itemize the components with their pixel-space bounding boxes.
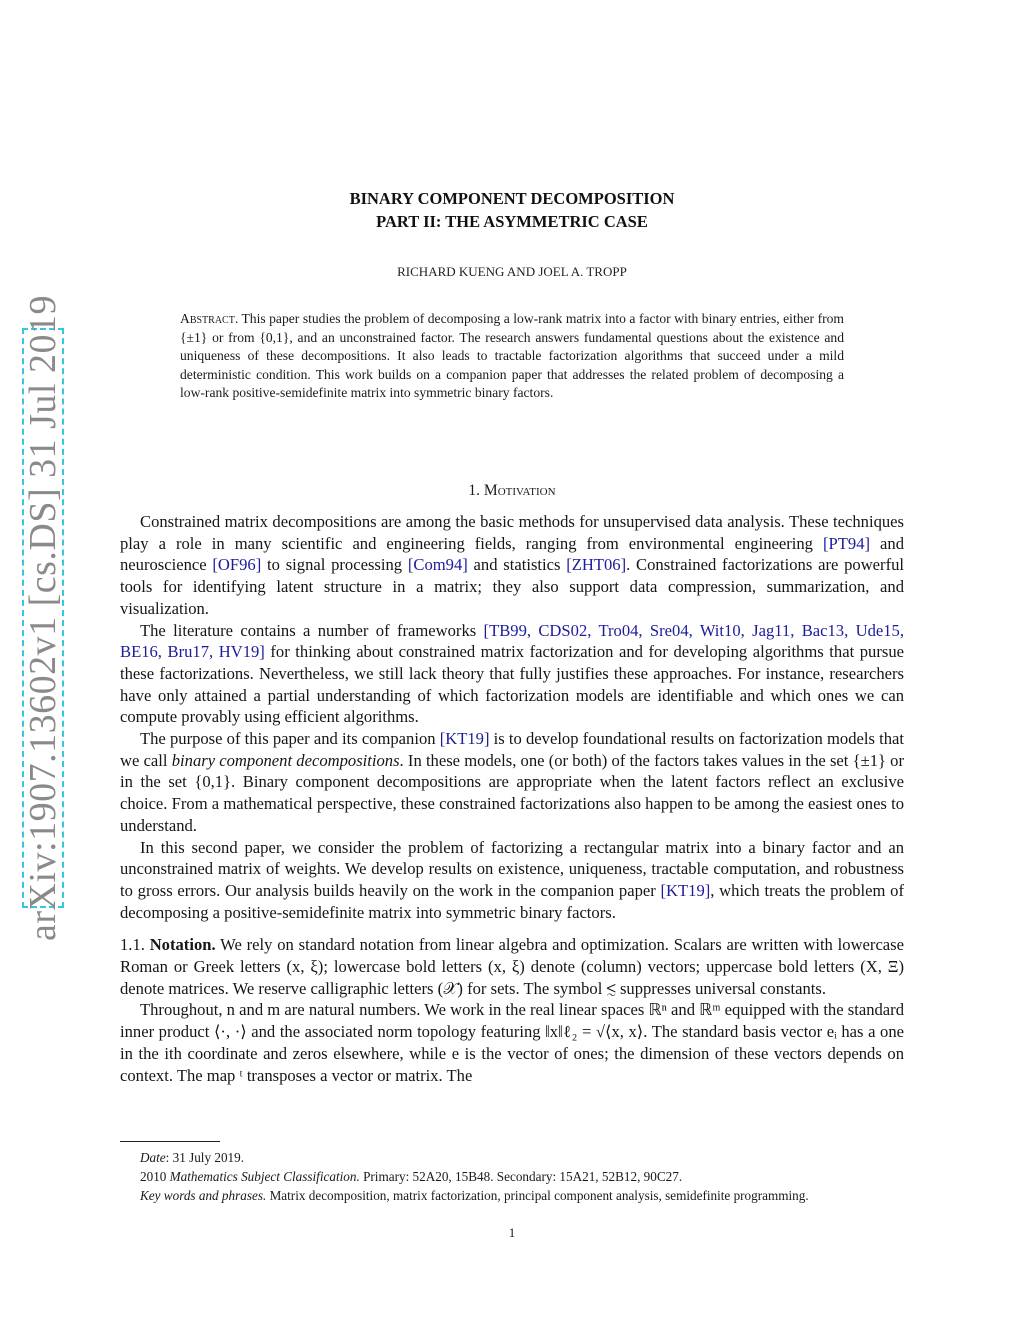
text: for thinking about constrained matrix factorization and for developing algorithms that pursue these factorizations. Nevertheless, we still lack theory that fully justifies these approaches. For instance, researchers have only attained a partial understanding of which factorization models are identifiable and which ones we can compute provably using efficient algorithms. (120, 642, 904, 727)
footnote-rule (120, 1141, 220, 1142)
abstract-label: Abstract. (180, 311, 239, 326)
text: , which treats the problem of decomposing a positive-semidefinite matrix into symmetric binary factors. (120, 880, 904, 922)
paragraph-5: Throughout, n and m are natural numbers. We work in the real linear spaces ℝⁿ and ℝᵐ equipped with the standard inner product ⟨·, ·⟩ and the associated norm topology featuring ‖x‖ℓ₂ = √⟨x, x⟩. The standard basis vector eᵢ has a one in the ith coordinate and zeros elsewhere, while e is the vector of ones; the dimension of these vectors depends on context. The map ᵗ transposes a vector or matrix. The (120, 1000, 904, 1085)
emphasis: binary component decompositions (171, 750, 400, 770)
abstract (180, 310, 844, 403)
paper-title-line-1: BINARY COMPONENT DECOMPOSITION (349, 189, 675, 208)
arxiv-sidebar-stamp (22, 295, 64, 941)
text: to signal processing (261, 555, 408, 575)
text: Primary: 52A20, 15B48. Secondary: 15A21, 52B12, 90C27. (359, 1169, 683, 1184)
footnote-date (120, 1148, 904, 1167)
text: We rely on standard notation from linear algebra and optimization. Scalars are written with lowercase Roman or Greek letters (x, ξ); lowercase bold letters (x, ξ) denote (column) vectors; uppercase bold letters (X, Ξ) denote matrices. We reserve calligraphic letters (𝒳) for sets. The symbol ≲ suppresses universal constants. (120, 935, 904, 998)
citation-link[interactable]: [Com94] (407, 555, 468, 575)
emphasis: Mathematics Subject Classification. (169, 1169, 360, 1184)
text: and neuroscience (120, 533, 904, 575)
emphasis: Key words and phrases. (140, 1188, 267, 1203)
authors: RICHARD KUENG AND JOEL A. TROPP (397, 264, 627, 279)
arxiv-identifier: arXiv:1907.13602v1 [cs.DS] 31 Jul 2019 (22, 295, 64, 941)
subsection-number: 1.1. (120, 935, 145, 955)
paragraph-3 (120, 728, 904, 837)
footnote-msc (120, 1167, 904, 1186)
text: . Constrained factorizations are powerful tools for identifying latent structure in a matrix; they also support data compression, summarization, and visualization. (120, 555, 905, 618)
section-heading (120, 482, 904, 500)
section-number: 1. (468, 482, 481, 499)
subsection-notation (120, 934, 904, 999)
text: In this second paper, we consider the problem of factorizing a rectangular matrix into a binary factor and an unconstrained matrix of weights. We develop results on existence, uniqueness, tractable computation, and robustness to gross errors. Our analysis builds heavily on the work in the companion paper (120, 837, 904, 900)
paragraph-1 (120, 511, 904, 620)
text: The purpose of this paper and its companion (140, 729, 440, 749)
text: : 31 July 2019. (165, 1150, 245, 1165)
abstract-text: This paper studies the problem of decomposing a low-rank matrix into a factor with binary entries, either from {±1} or from {0,1}, and an unconstrained factor. The research answers fundamental questions about the existence and uniqueness of these decompositions. It also leads to tractable factorization algorithms that succeed under a mild deterministic condition. This work builds on a companion paper that addresses the related problem of decomposing a low-rank positive-semidefinite matrix into symmetric binary factors. (180, 311, 844, 401)
citation-link[interactable]: [PT94] (823, 533, 871, 553)
paper-title-line-2: PART II: THE ASYMMETRIC CASE (376, 212, 648, 231)
paragraph-4 (120, 837, 904, 924)
paragraph-2 (120, 620, 904, 729)
text: . In these models, one (or both) of the factors takes values in the set {±1} or in the set {0,1}. Binary component decompositions are appropriate when the latent factors reflect an exclusive choice. From a mathematical perspective, these constrained factorizations also happen to be among the easiest ones to understand. (120, 750, 904, 835)
subsection-title: Notation. (149, 935, 216, 955)
citation-link[interactable]: [KT19] (439, 729, 490, 749)
page-number: 1 (508, 1225, 516, 1240)
section-title: Motivation (483, 482, 556, 499)
text: is to develop foundational results on factorization models that we call (120, 729, 904, 770)
footnotes (120, 1148, 904, 1205)
text: Matrix decomposition, matrix factorization, principal component analysis, semidefinite programming. (266, 1188, 809, 1203)
text: The literature contains a number of frameworks (140, 620, 484, 640)
citation-link[interactable]: [KT19] (660, 880, 711, 900)
text: Constrained matrix decompositions are among the basic methods for unsupervised data analysis. These techniques play a role in many scientific and engineering fields, ranging from environmental engineering (120, 512, 904, 553)
citation-link[interactable]: [OF96] (212, 555, 262, 575)
citation-link[interactable]: [ZHT06] (566, 555, 627, 575)
emphasis: Date (140, 1150, 166, 1165)
body-text (120, 511, 904, 1086)
text: 2010 (140, 1169, 170, 1184)
citation-link[interactable]: [TB99, CDS02, Tro04, Sre04, Wit10, Jag11, Bac13, Ude15, BE16, Bru17, HV19] (120, 620, 904, 662)
footnote-keywords (120, 1186, 904, 1205)
text: and statistics (467, 555, 567, 575)
